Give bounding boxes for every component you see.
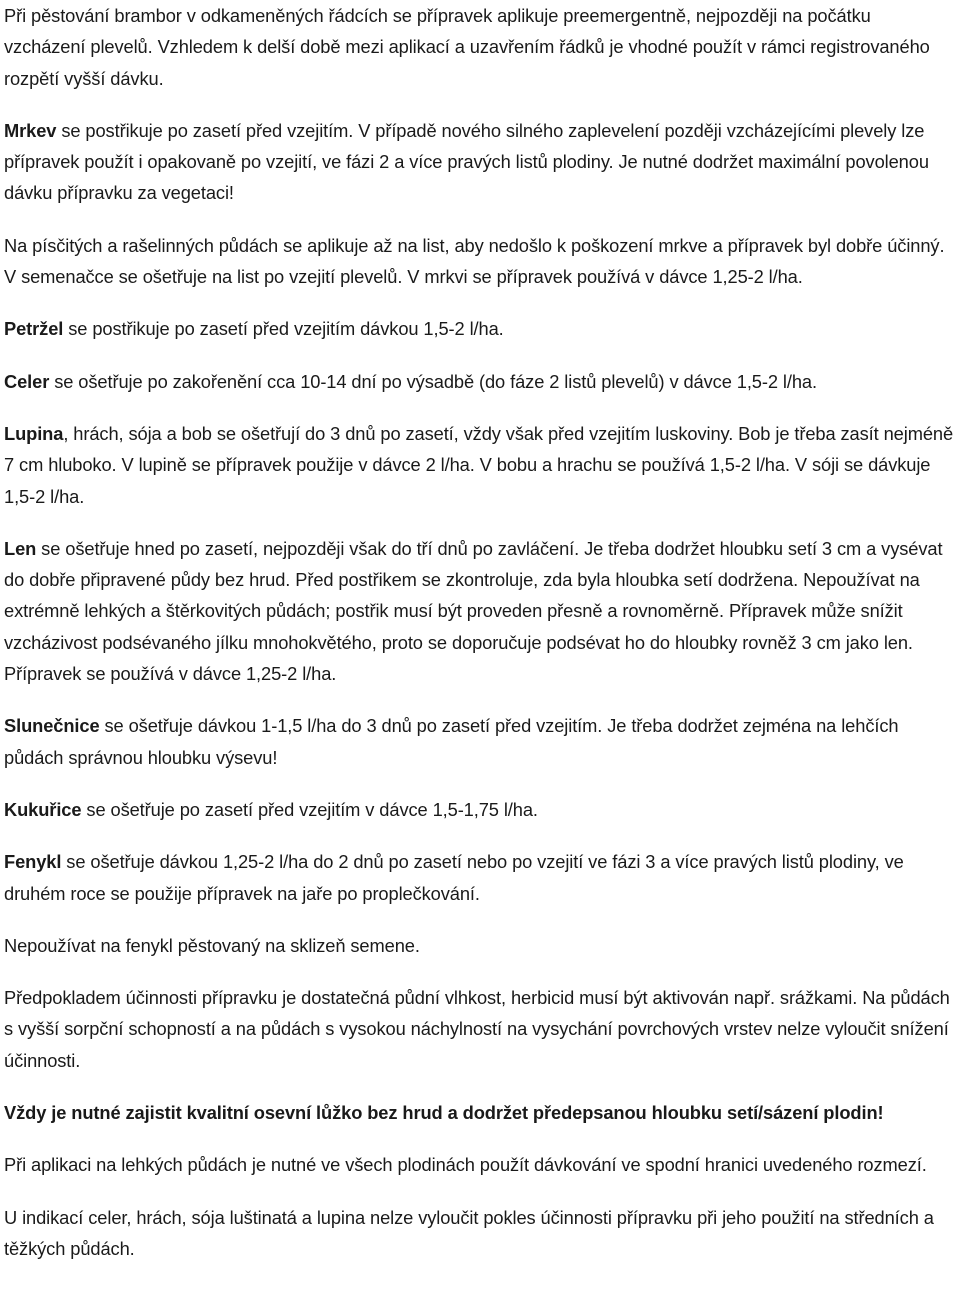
crop-name-celery: Celer [4,370,50,392]
crop-name-flax: Len [4,537,37,559]
crop-name-carrot: Mrkev [4,119,57,141]
paragraph-efficacy-conditions [4,982,956,1076]
paragraph-text: se ošetřuje hned po zasetí, nejpozději však do tří dnů po zavláčení. Je třeba dodržet hloubku setí 3 cm a vysévat do dobře připravené půdy bez hrud. Před postřikem se zkontroluje, zda byla hloubka setí dodržena. Nepoužívat na extrémně lehkých a štěrkovitých půdách; postřik musí být proveden přesně a rovnoměrně. Přípravek může snížit vzcházivost podsévaného jílku mnohokvětého, proto se doporučuje podsévat ho do hloubky rovněž 3 cm jako len. Přípravek se používá v dávce 1,25-2 l/ha. [4,537,943,685]
paragraph-text: se postřikuje po zasetí před vzejitím. V případě nového silného zaplevelení později vzcházejícími plevely lze přípravek použít i opakovaně po vzejití, ve fázi 2 a více pravých listů plodiny. Je nutné dodržet maximální povolenou dávku přípravku za vegetaci! [4,119,929,204]
paragraph-celery [4,366,956,397]
warning-text: Vždy je nutné zajistit kvalitní osevní lůžko bez hrud a dodržet předepsanou hloubku setí/sázení plodin! [4,1102,884,1124]
paragraph-maize [4,794,956,825]
paragraph-text: Na písčitých a rašelinných půdách se aplikuje až na list, aby nedošlo k poškození mrkve a přípravek byl dobře účinný. V semenačce se ošetřuje na list po vzejití plevelů. V mrkvi se přípravek používá v dávce 1,25-2 l/ha. [4,234,945,288]
paragraph-seedbed-warning [4,1097,956,1128]
crop-name-maize: Kukuřice [4,798,82,820]
paragraph-fennel-seed-note [4,930,956,961]
paragraph-light-soils [4,1149,956,1180]
paragraph-text: Při pěstování brambor v odkameněných řádcích se přípravek aplikuje preemergentně, nejpozději na počátku vzcházení plevelů. Vzhledem k delší době mezi aplikací a uzavřením řádků je vhodné použít v rámci registrovaného rozpětí vyšší dávku. [4,5,930,89]
paragraph-lupine [4,418,956,512]
crop-name-parsley: Petržel [4,318,64,340]
paragraph-text: se ošetřuje dávkou 1-1,5 l/ha do 3 dnů po zasetí před vzejitím. Je třeba dodržet zejména na lehčích půdách správnou hloubku výsevu! [4,715,899,768]
paragraph-parsley [4,313,956,344]
paragraph-text: U indikací celer, hrách, sója luštinatá a lupina nelze vyloučit pokles účinnosti přípravku při jeho použití na středních a těžkých půdách. [4,1206,934,1259]
paragraph-text: se ošetřuje po zakořenění cca 10-14 dní po výsadbě (do fáze 2 listů plevelů) v dávce 1,5-2 l/ha. [49,370,817,392]
paragraph-sunflower [4,710,956,773]
crop-name-sunflower: Slunečnice [4,715,100,737]
paragraph-potatoes [4,0,956,94]
paragraph-text: Při aplikaci na lehkých půdách je nutné ve všech plodinách použít dávkování ve spodní hranici uvedeného rozmezí. [4,1154,927,1176]
paragraph-text: Předpokladem účinnosti přípravku je dostatečná půdní vlhkost, herbicid musí být aktivován např. srážkami. Na půdách s vyšší sorpční schopností a na půdách s vysokou náchylností na vysychání povrchových vrstev nelze vyloučit snížení účinnosti. [4,987,950,1071]
paragraph-text: se ošetřuje dávkou 1,25-2 l/ha do 2 dnů po zasetí nebo po vzejití ve fázi 3 a více pravých listů plodiny, ve druhém roce se použije přípravek na jaře po proplečkování. [4,851,904,904]
paragraph-text: se ošetřuje po zasetí před vzejitím v dávce 1,5-1,75 l/ha. [81,798,538,820]
paragraph-text: se postřikuje po zasetí před vzejitím dávkou 1,5-2 l/ha. [63,318,504,340]
paragraph-text: , hrách, sója a bob se ošetřují do 3 dnů po zasetí, vždy však před vzejitím luskoviny. Bob je třeba zasít nejméně 7 cm hluboko. V lupině se přípravek použije v dávce 2 l/ha. V bobu a hrachu se používá 1,5-2 l/ha. V sóji se dávkuje 1,5-2 l/ha. [4,422,954,507]
paragraph-carrot-sandy-soils [4,230,956,293]
crop-name-lupine: Lupina [4,422,64,444]
document-body [4,0,956,1264]
paragraph-carrot [4,115,956,209]
paragraph-text: Nepoužívat na fenykl pěstovaný na sklizeň semene. [4,934,420,956]
paragraph-fennel [4,846,956,909]
crop-name-fennel: Fenykl [4,851,62,873]
paragraph-flax [4,533,956,689]
paragraph-efficacy-limits [4,1202,956,1265]
